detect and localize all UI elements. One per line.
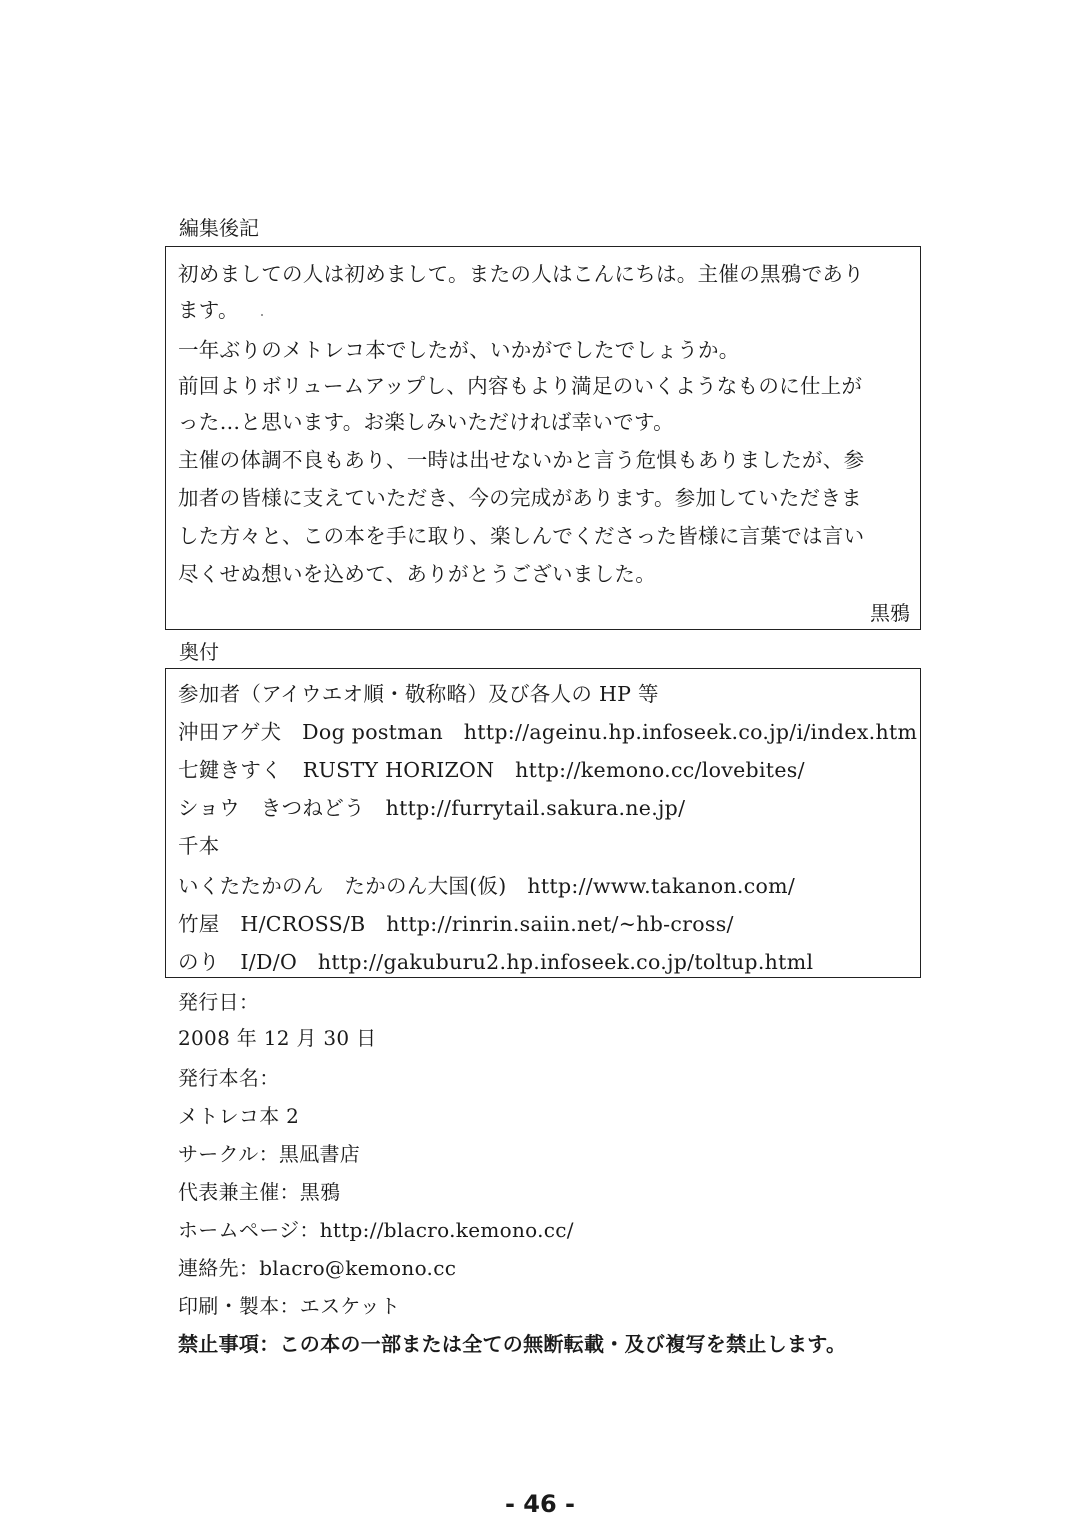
publication-title-value: メトレコ本 2 (178, 1104, 300, 1128)
printing: 印刷・製本：エスケット (178, 1294, 401, 1318)
editor-note-box (165, 246, 921, 630)
editor-note-line: 加者の皆様に支えていただき、今の完成があります。参加していただきま (178, 486, 862, 510)
editor-note-line: ます。 (178, 298, 239, 322)
contact: 連絡先：blacro@kemono.cc (178, 1256, 457, 1280)
prohibition-notice: 禁止事項：この本の一部または全ての無断転載・及び複写を禁止します。 (178, 1332, 847, 1356)
editor-note-line: 前回よりボリュームアップし、内容もより満足のいくようなものに仕上が (178, 374, 863, 398)
editor-note-line: 尽くせぬ想いを込めて、ありがとうございました。 (178, 562, 656, 586)
participant-entry: 沖田アゲ犬 Dog postman http://ageinu.hp.infoseek.co.jp/i/index.htm (178, 720, 918, 744)
participant-entry: 七鍵きすく RUSTY HORIZON http://kemono.cc/lovebites/ (178, 758, 805, 782)
editor-note-line: した方々と、この本を手に取り、楽しんでくださった皆様に言葉では言い (178, 524, 865, 548)
participant-entry: 竹屋 H/CROSS/B http://rinrin.saiin.net/~hb-cross/ (178, 912, 734, 936)
publication-title-label: 発行本名： (178, 1066, 280, 1090)
scan-dot (261, 314, 263, 316)
editor-note-line: 初めましての人は初めまして。またの人はこんにちは。主催の黒鴉であり (178, 262, 864, 286)
circle-name: サークル：黒凪書店 (178, 1142, 361, 1166)
participant-entry: 千本 (178, 834, 220, 858)
participant-entry: のり I/D/O http://gakuburu2.hp.infoseek.co.jp/toltup.html (178, 950, 814, 974)
publication-date-value: 2008 年 12 月 30 日 (178, 1026, 377, 1050)
homepage: ホームページ：http://blacro.kemono.cc/ (178, 1218, 574, 1242)
editor-note-line: 一年ぶりのメトレコ本でしたが、いかがでしたでしょうか。 (178, 338, 740, 362)
participant-entry: ショウ きつねどう http://furrytail.sakura.ne.jp/ (178, 796, 686, 820)
colophon-heading: 奥付 (179, 640, 219, 664)
participants-box (165, 668, 921, 978)
editor-note-line: 主催の体調不良もあり、一時は出せないかと言う危惧もありましたが、参 (178, 448, 865, 472)
editor-note-signature: 黒鴉 (870, 601, 910, 625)
page-number: - 46 - (504, 1490, 576, 1518)
participants-header: 参加者（アイウエオ順・敬称略）及び各人の HP 等 (178, 682, 659, 706)
publication-date-label: 発行日： (178, 990, 260, 1014)
editor-note-heading: 編集後記 (179, 216, 259, 240)
representative: 代表兼主催：黒鴉 (178, 1180, 341, 1204)
editor-note-line: った…と思います。お楽しみいただければ幸いです。 (178, 410, 674, 434)
participant-entry: いくたたかのん たかのん大国(仮) http://www.takanon.com/ (178, 874, 796, 898)
